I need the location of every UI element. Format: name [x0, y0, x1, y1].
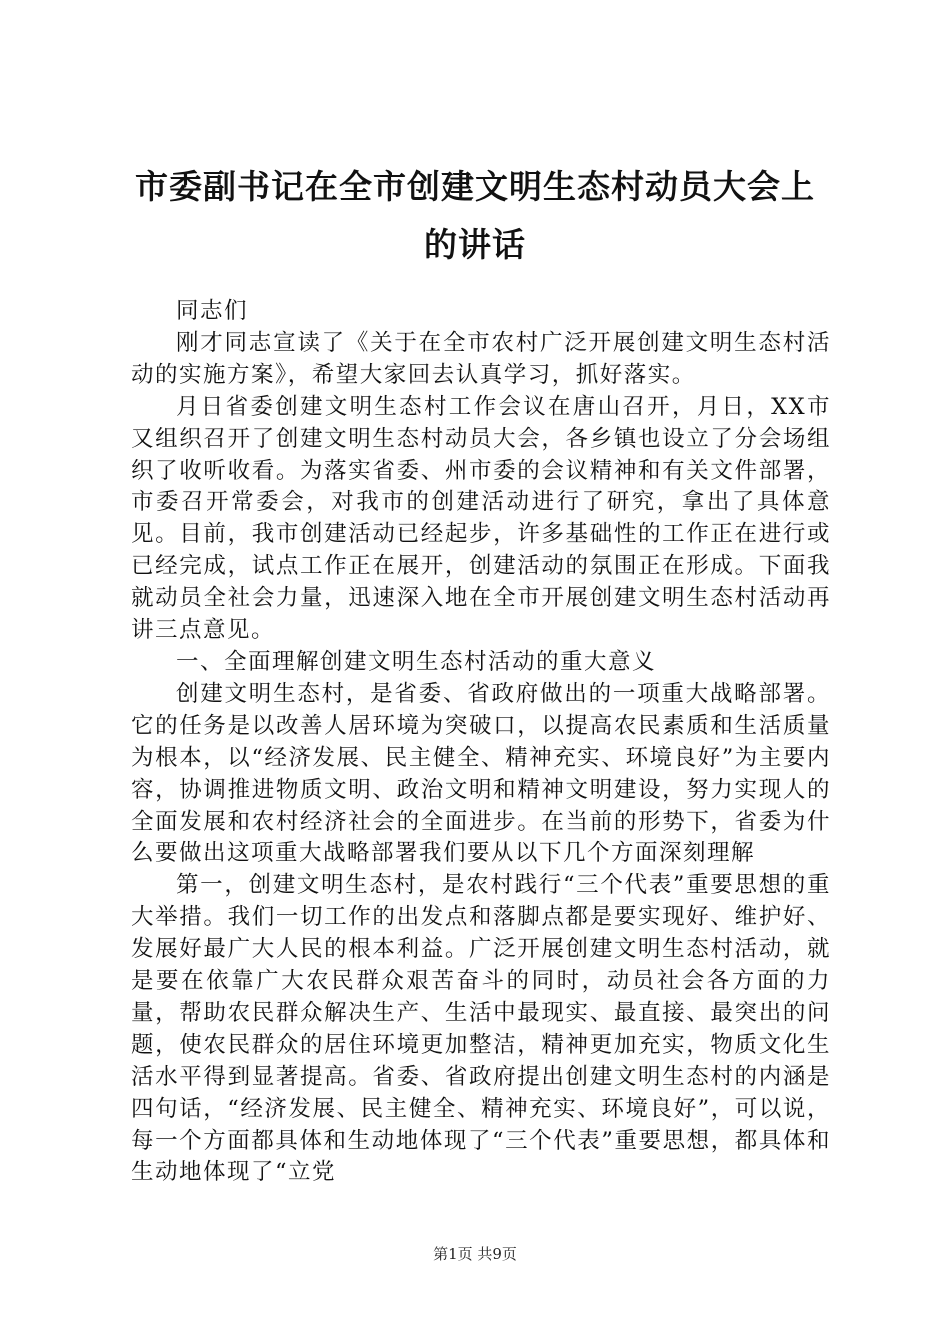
salutation: 同志们 — [176, 298, 249, 324]
section-heading: 一、全面理解创建文明生态村活动的重大意义 — [176, 648, 657, 675]
paragraph: 第一，创建文明生态村，是农村践行“三个代表”重要思想的重大举措。我们一切工作的出发点和落脚点都是要实现好、维护好、发展好最广大人民的根本利益。广泛开展创建文明生态村活动，就是要在依靠广大农民群众艰苦奋斗的同时，动员社会各方面的力量，帮助农民群众解决生产、生活中最现实、最直接、最突出的问题，使农民群众的居住环境更加整洁，精神更加充实，物质文化生活水平得到显著提高。省委、省政府提出创建文明生态村的内涵是四句话，“经济发展、民主健全、精神充实、环境良好”，可以说，每一个方面都具体和生动地体现了“三个代表”重要思想，都具体和生动地体现了“立党 — [131, 872, 831, 1186]
document-body — [131, 296, 831, 1189]
title-line-1: 市委副书记在全市创建文明生态村动员大会上 — [135, 167, 815, 206]
paragraph: 月日省委创建文明生态村工作会议在唐山召开，月日，XX市又组织召开了创建文明生态村动员大会，各乡镇也设立了分会场组织了收听收看。为落实省委、州市委的会议精神和有关文件部署，市委召开常委会，对我市的创建活动进行了研究，拿出了具体意见。目前，我市创建活动已经起步，许多基础性的工作正在进行或已经完成，试点工作正在展开，创建活动的氛围正在形成。下面我就动员全社会力量，迅速深入地在全市开展创建文明生态村活动再讲三点意见。 — [131, 393, 831, 644]
paragraph: 刚才同志宣读了《关于在全市农村广泛开展创建文明生态村活动的实施方案》，希望大家回去认真学习，抓好落实。 — [131, 329, 831, 388]
paragraph: 创建文明生态村，是省委、省政府做出的一项重大战略部署。它的任务是以改善人居环境为突破口，以提高农民素质和生活质量为根本，以“经济发展、民主健全、精神充实、环境良好”为主要内容，协调推进物质文明、政治文明和精神文明建设，努力实现人的全面发展和农村经济社会的全面进步。在当前的形势下，省委为什么要做出这项重大战略部署我们要从以下几个方面深刻理解 — [131, 680, 831, 867]
title-line-2: 的讲话 — [424, 225, 526, 264]
document-title — [120, 158, 830, 274]
page-footer: 第1页 共9页 — [433, 1245, 517, 1263]
